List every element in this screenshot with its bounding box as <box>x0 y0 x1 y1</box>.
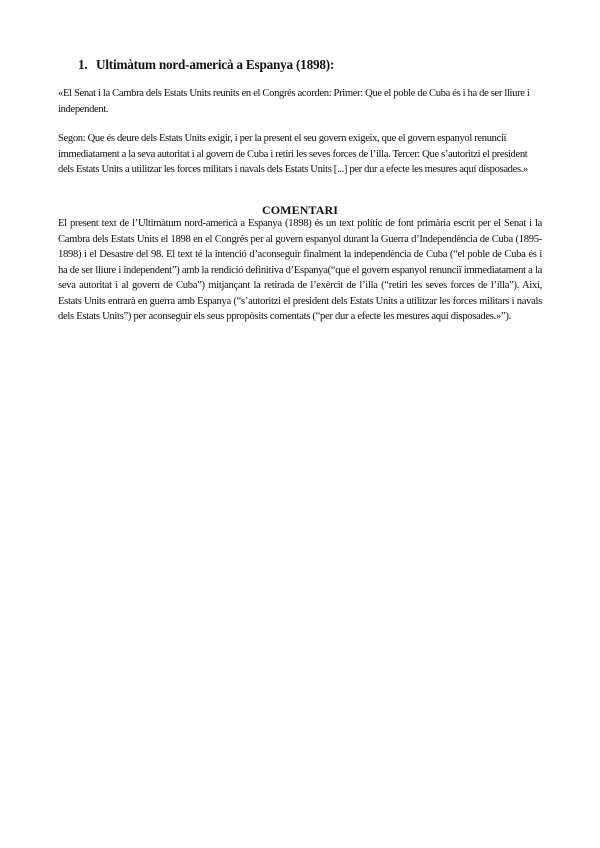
document-heading <box>78 57 334 73</box>
heading-number: 1. <box>78 57 88 72</box>
quote-paragraph-1: «El Senat i la Cambra dels Estats Units reunits en el Congrés acorden: Primer: Que el poble de Cuba és i ha de ser lliure i independent. <box>58 88 530 115</box>
comment-body: El present text de l’Ultimàtum nord-americà a Espanya (1898) és un text polític de font primària escrit per el Senat i la Cambra dels Estats Units el 1898 en el Congrés per al govern espanyol durant la Guerra d’Independència de Cuba (1895-1898) i el Desastre del 98. El text té la intenció d’aconseguir finalment la independència de Cuba (“el poble de Cuba és i ha de ser lliure i independent”) amb la rendició definitiva d’Espanya(“que el govern espanyol renunciï immediatament a la seva autoritat i al govern de Cuba”) mitjançant la retirada de l’exèrcit de l’illa (“retiri les seves forces de l’illa”). Així, Estats Units entrarà en guerra amb Espanya (“s’autoritzi el president dels Estats Units a utilitzar les forces militars i navals dels Estats Units”) per aconseguir els seus ppropòsits comentats (“per dur a efecte les mesures aquí disposades.»”). <box>58 218 542 322</box>
quote-paragraph-2: Segon: Que és deure dels Estats Units exigir, i per la present el seu govern exigeix, que el govern espanyol renunciï immediatament a la seva autoritat i al govern de Cuba i retiri les seves forces de l’illa. Tercer: Que s’autoritzi el president dels Estats Units a utilitzar les forces militars i navals dels Estats Units [...] per dur a efecte les mesures aquí disposades.» <box>58 133 528 176</box>
comment-title: COMENTARI <box>261 203 338 217</box>
heading-title: Ultimàtum nord-americà a Espanya (1898): <box>96 57 335 72</box>
